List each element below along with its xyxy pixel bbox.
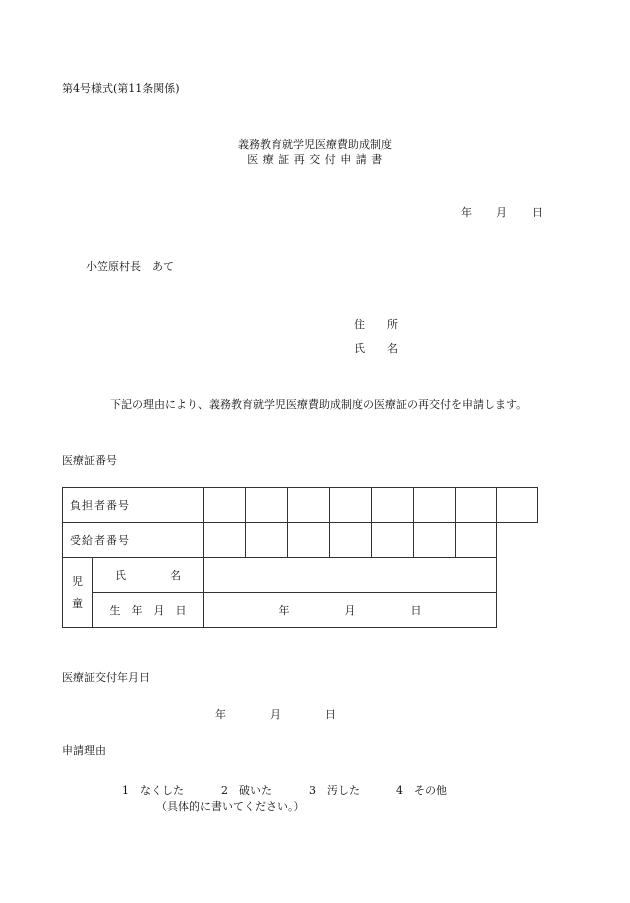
certificate-table xyxy=(62,487,538,628)
recipient-digit-cell[interactable] xyxy=(372,523,414,558)
reason-option-torn[interactable]: 2 破いた xyxy=(221,784,272,797)
recipient-digit-cell[interactable] xyxy=(204,523,246,558)
reason-option-lost[interactable]: 1 なくした xyxy=(122,784,184,797)
payer-number-label: 負担者番号 xyxy=(63,488,204,523)
form-number: 第4号様式(第11条関係) xyxy=(62,82,180,95)
form-title-line1: 義務教育就学児医療費助成制度 xyxy=(238,138,392,151)
recipient-digit-cell[interactable] xyxy=(456,523,497,558)
recipient-digit-cell[interactable] xyxy=(246,523,288,558)
payer-digit-cell[interactable] xyxy=(246,488,288,523)
payer-digit-cell[interactable] xyxy=(288,488,330,523)
blank-cell xyxy=(497,593,538,628)
recipient-number-row xyxy=(63,523,538,558)
date-year-label: 年 xyxy=(461,206,472,219)
issue-date-value: 年 月 日 xyxy=(215,708,336,721)
child-label-char-2: 童 xyxy=(72,596,83,610)
applicant-name-label: 氏 名 xyxy=(354,342,398,355)
payer-number-row xyxy=(63,488,538,523)
date-day-label: 日 xyxy=(532,206,543,219)
child-name-field[interactable] xyxy=(204,558,497,593)
birth-date-field[interactable]: 年 月 日 xyxy=(204,593,497,628)
payer-digit-cell[interactable] xyxy=(204,488,246,523)
recipient-digit-cell[interactable] xyxy=(330,523,372,558)
statement: 下記の理由により、義務教育就学児医療費助成制度の医療証の再交付を申請します。 xyxy=(110,398,528,411)
recipient-digit-cell[interactable] xyxy=(414,523,456,558)
reason-option-dirty[interactable]: 3 汚した xyxy=(309,784,360,797)
recipient-digit-cell[interactable] xyxy=(288,523,330,558)
blank-cell xyxy=(497,558,538,593)
child-birthdate-row xyxy=(63,593,538,628)
addressee: 小笠原村長 あて xyxy=(86,260,174,273)
payer-digit-cell[interactable] xyxy=(372,488,414,523)
child-name-label: 氏 名 xyxy=(93,558,204,593)
birth-date-label: 生 年 月 日 xyxy=(93,593,204,628)
reason-note: （具体的に書いてください。） xyxy=(156,800,305,813)
issue-date-heading: 医療証交付年月日 xyxy=(62,671,150,684)
blank-cell xyxy=(497,523,538,558)
reason-heading: 申請理由 xyxy=(62,744,106,757)
applicant-address-label: 住 所 xyxy=(354,318,398,331)
certificate-number-heading: 医療証番号 xyxy=(62,454,117,467)
recipient-number-label: 受給者番号 xyxy=(63,523,204,558)
child-label-char-1: 児 xyxy=(72,574,83,588)
child-label xyxy=(63,558,93,628)
payer-digit-cell[interactable] xyxy=(414,488,456,523)
payer-digit-cell[interactable] xyxy=(330,488,372,523)
payer-digit-cell[interactable] xyxy=(456,488,497,523)
reason-option-other[interactable]: 4 その他 xyxy=(396,784,447,797)
child-name-row xyxy=(63,558,538,593)
date-month-label: 月 xyxy=(496,206,507,219)
form-title-line2: 医 療 証 再 交 付 申 請 書 xyxy=(247,153,383,166)
payer-digit-cell[interactable] xyxy=(497,488,538,523)
